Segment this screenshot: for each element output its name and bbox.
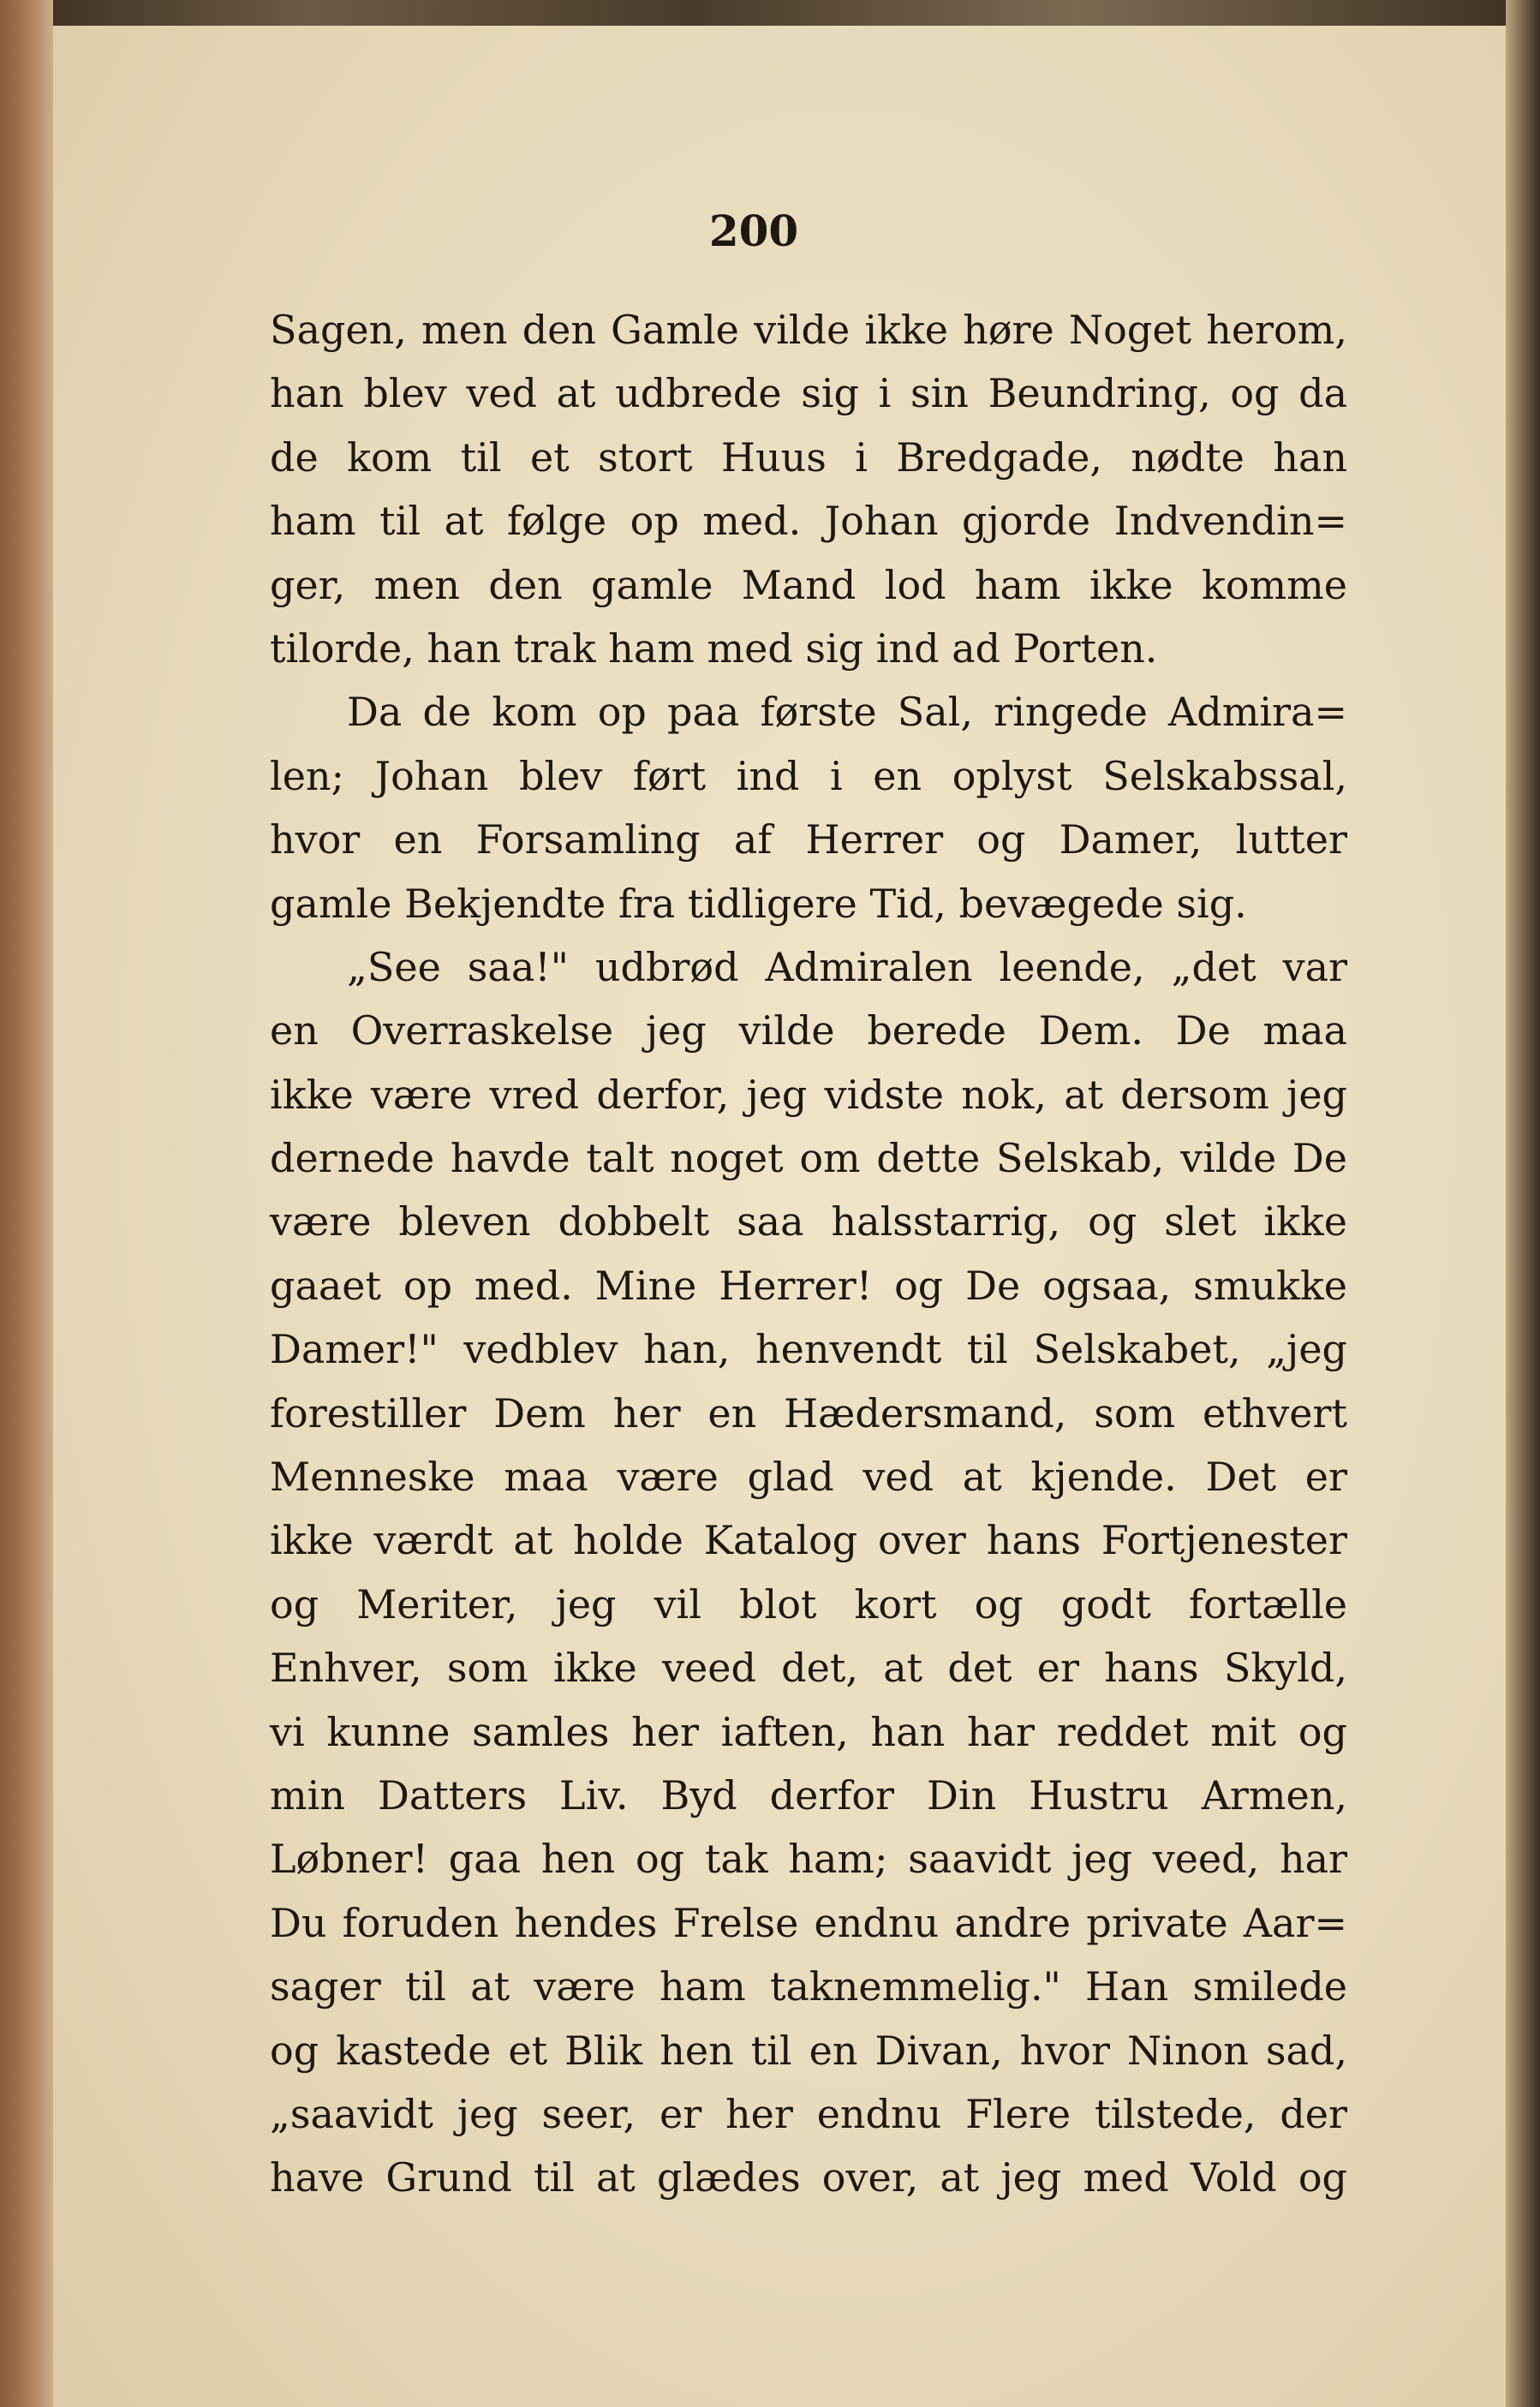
- page-right-edge: [1506, 0, 1540, 2407]
- text-line: dernede havde talt noget om dette Selskab, vilde De: [270, 1135, 1347, 1182]
- text-line: have Grund til at glædes over, at jeg med Vold og: [270, 2154, 1347, 2201]
- text-line: sager til at være ham taknemmelig." Han smilede: [270, 1963, 1347, 2010]
- text-line: ikke værdt at holde Katalog over hans Fortjenester: [270, 1517, 1347, 1564]
- text-line: ikke være vred derfor, jeg vidste nok, at dersom jeg: [270, 1071, 1347, 1118]
- text-line: gamle Bekjendte fra tidligere Tid, bevægede sig.: [270, 880, 1247, 927]
- text-line: hvor en Forsamling af Herrer og Damer, lutter: [270, 816, 1347, 863]
- text-line: ger, men den gamle Mand lod ham ikke komme: [270, 561, 1347, 608]
- text-line: Menneske maa være glad ved at kjende. Det er: [270, 1454, 1347, 1501]
- text-line: Løbner! gaa hen og tak ham; saavidt jeg veed, har: [270, 1836, 1347, 1883]
- text-line: „See saa!" udbrød Admiralen leende, „det var: [347, 943, 1347, 990]
- body-text: [270, 298, 1347, 2210]
- text-line: en Overraskelse jeg vilde berede Dem. De maa: [270, 1007, 1347, 1054]
- page-number: 200: [708, 206, 799, 256]
- text-line: Sagen, men den Gamle vilde ikke høre Noget herom,: [270, 307, 1347, 353]
- text-line: de kom til et stort Huus i Bredgade, nødte han: [270, 433, 1347, 481]
- text-line: Enhver, som ikke veed det, at det er hans Skyld,: [270, 1645, 1347, 1692]
- text-line: „saavidt jeg seer, er her endnu Flere tilstede, der: [270, 2090, 1347, 2137]
- text-line: han blev ved at udbrede sig i sin Beundring, og da: [270, 370, 1347, 417]
- text-line: vi kunne samles her iaften, han har reddet mit og: [270, 1708, 1347, 1755]
- text-line: ham til at følge op med. Johan gjorde Indvendin=: [270, 498, 1347, 545]
- text-line: min Datters Liv. Byd derfor Din Hustru Armen,: [270, 1771, 1347, 1819]
- text-line: tilorde, han trak ham med sig ind ad Porten.: [270, 624, 1158, 672]
- text-line: være bleven dobbelt saa halsstarrig, og slet ikke: [270, 1198, 1347, 1245]
- text-line: Damer!" vedblev han, henvendt til Selskabet, „jeg: [270, 1326, 1347, 1373]
- text-line: len; Johan blev ført ind i en oplyst Selskabssal,: [270, 752, 1347, 799]
- text-line: gaaet op med. Mine Herrer! og De ogsaa, smukke: [270, 1262, 1347, 1309]
- text-line: og Meriter, jeg vil blot kort og godt fortælle: [270, 1580, 1347, 1628]
- text-line: Da de kom op paa første Sal, ringede Admira=: [347, 689, 1347, 736]
- page-left-edge: [0, 0, 53, 2407]
- text-line: forestiller Dem her en Hædersmand, som ethvert: [270, 1389, 1347, 1436]
- text-line: og kastede et Blik hen til en Divan, hvor Ninon sad,: [270, 2027, 1347, 2074]
- text-line: Du foruden hendes Frelse endnu andre private Aar=: [270, 1899, 1347, 1946]
